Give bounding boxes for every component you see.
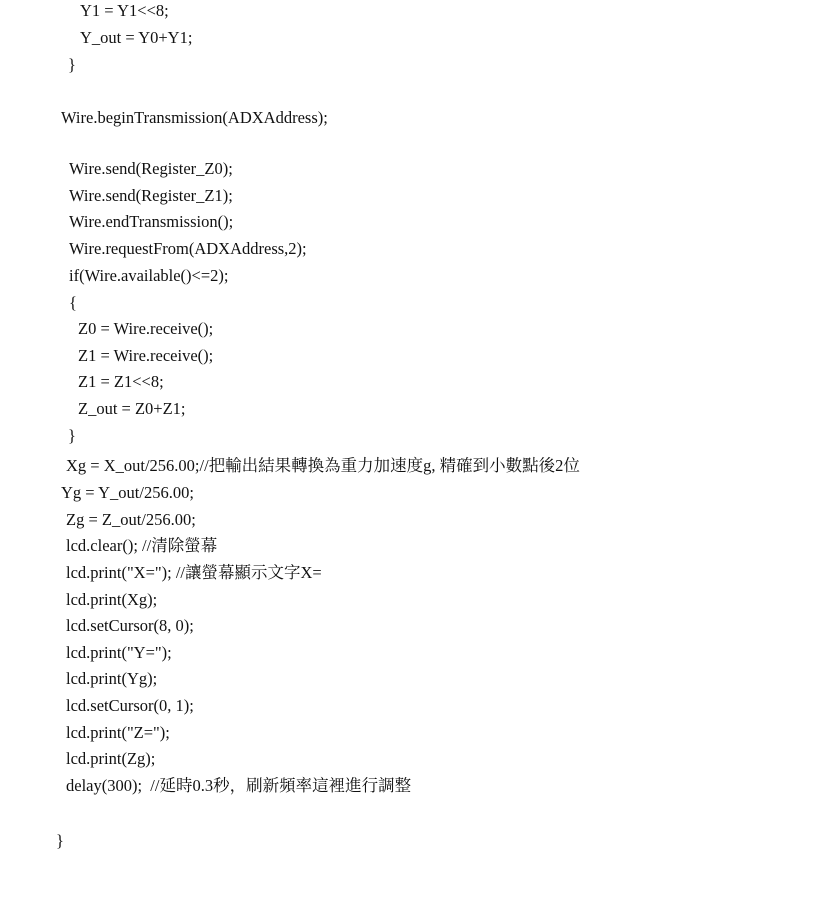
code-line: Wire.send(Register_Z1); — [69, 186, 233, 205]
code-line: lcd.print("Y="); — [66, 643, 172, 662]
code-line: Yg = Y_out/256.00; — [61, 483, 194, 502]
code-line: Xg = X_out/256.00;//把輸出結果轉換為重力加速度g, 精確到小數點後2位 — [66, 456, 580, 475]
code-line: lcd.setCursor(8, 0); — [66, 616, 194, 635]
code-line: Wire.requestFrom(ADXAddress,2); — [69, 239, 307, 258]
code-line: Wire.beginTransmission(ADXAddress); — [61, 108, 328, 127]
code-line: lcd.print(Yg); — [66, 669, 158, 688]
code-line: Y_out = Y0+Y1; — [80, 28, 193, 47]
code-line: lcd.clear(); //清除螢幕 — [66, 536, 218, 555]
code-line: lcd.print(Xg); — [66, 590, 158, 609]
code-line: { — [69, 293, 77, 312]
code-line: } — [68, 55, 76, 74]
code-line: lcd.print("X="); //讓螢幕顯示文字X= — [66, 563, 322, 582]
code-line: lcd.print(Zg); — [66, 749, 156, 768]
code-line: lcd.print("Z="); — [66, 723, 170, 742]
code-line: Wire.endTransmission(); — [69, 212, 234, 231]
code-line: } — [56, 831, 64, 850]
code-line: Z1 = Wire.receive(); — [78, 346, 214, 365]
code-line: Wire.send(Register_Z0); — [69, 159, 233, 178]
code-line: Y1 = Y1<<8; — [80, 1, 169, 20]
code-line: Z0 = Wire.receive(); — [78, 319, 214, 338]
code-line: if(Wire.available()<=2); — [69, 266, 229, 285]
code-line: } — [68, 426, 76, 445]
code-line: lcd.setCursor(0, 1); — [66, 696, 194, 715]
code-line: Z1 = Z1<<8; — [78, 372, 164, 391]
code-line: delay(300); //延時0.3秒，刷新頻率這裡進行調整 — [66, 776, 412, 795]
code-line: Z_out = Z0+Z1; — [78, 399, 186, 418]
code-line: Zg = Z_out/256.00; — [66, 510, 196, 529]
